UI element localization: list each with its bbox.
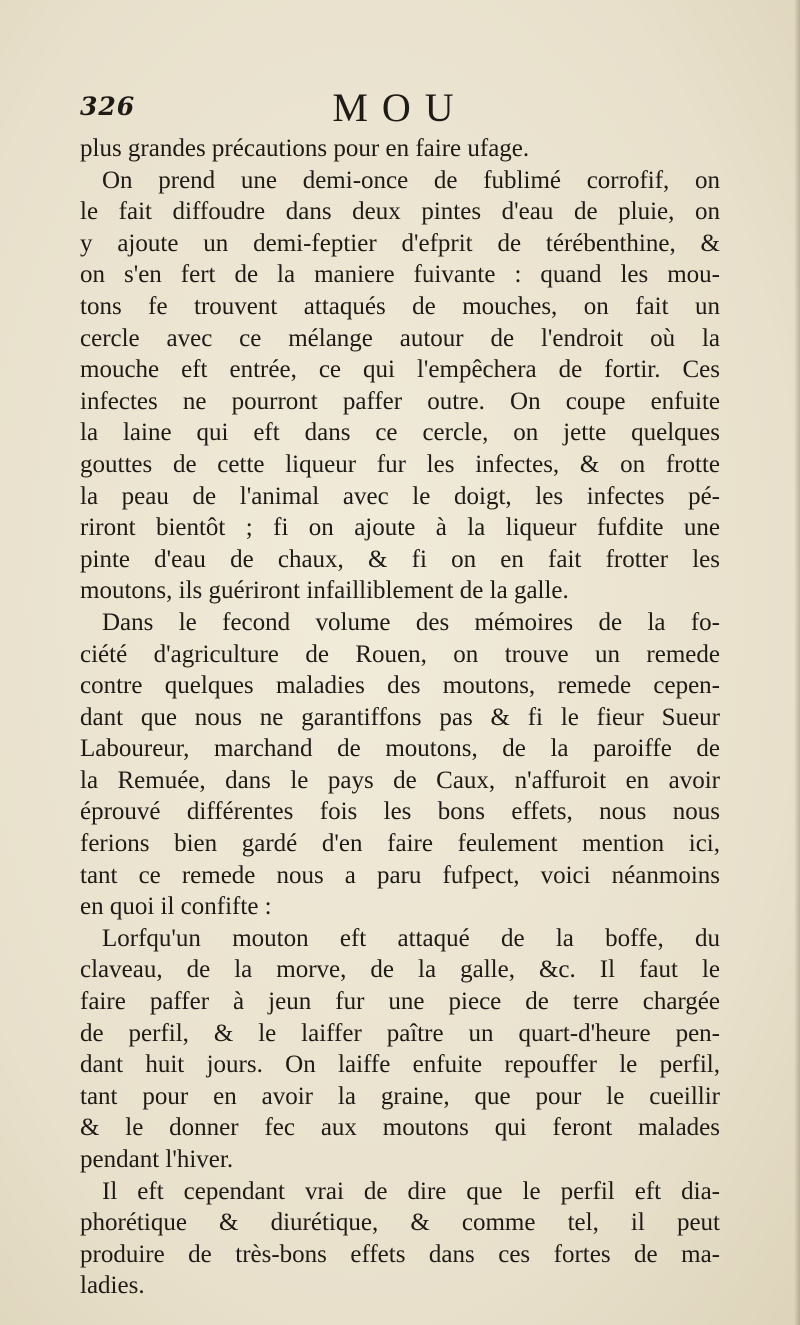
text-line: ladies. <box>80 1272 145 1300</box>
text-line: ferions bien gardé d'en faire feulement mention ici, <box>80 830 720 858</box>
text-line: moutons, ils guériront infailliblement de la galle. <box>80 577 569 605</box>
text-line: éprouvé différentes fois les bons effets, nous nous <box>80 798 720 826</box>
text-line: infectes ne pourront paffer outre. On coupe enfuite <box>80 387 720 415</box>
text-line: Laboureur, marchand de moutons, de la paroiffe de <box>80 735 720 763</box>
text-line: claveau, de la morve, de la galle, &c. Il faut le <box>80 956 720 984</box>
text-line: le fait diffoudre dans deux pintes d'eau de pluie, on <box>80 198 720 226</box>
text-line: de perfil, & le laiffer paître un quart-d'heure pen- <box>80 1019 720 1047</box>
text-line: On prend une demi-once de fublimé corrofif, on <box>102 166 720 194</box>
text-line: dant huit jours. On laiffe enfuite repouffer le perfil, <box>80 1051 720 1079</box>
text-line: Lorfqu'un mouton eft attaqué de la boffe, du <box>102 924 720 952</box>
text-line: plus grandes précautions pour en faire ufage. <box>80 135 530 162</box>
text-line: & le donner fec aux moutons qui feront malades <box>80 1114 720 1142</box>
text-line: mouche eft entrée, ce qui l'empêchera de fortir. Ces <box>80 356 720 384</box>
text-line: produire de très-bons effets dans ces fortes de ma- <box>80 1240 720 1268</box>
paragraph <box>80 1176 720 1302</box>
text-line: tant ce remede nous a paru fufpect, voici néanmoins <box>80 861 720 889</box>
running-head: MOU <box>332 85 468 130</box>
text-line: la laine qui eft dans ce cercle, on jette quelques <box>80 419 720 447</box>
text-line: la Remuée, dans le pays de Caux, n'affuroit en avoir <box>80 766 720 794</box>
text-line: on s'en fert de la maniere fuivante : quand les mou- <box>80 261 720 289</box>
text-line: pinte d'eau de chaux, & fi on en fait frotter les <box>80 545 720 573</box>
text-line: contre quelques maladies des moutons, remede cepen- <box>80 672 720 700</box>
page-edge-shadow <box>794 0 800 1325</box>
paragraph <box>80 607 720 923</box>
text-line: tant pour en avoir la graine, que pour le cueillir <box>80 1082 720 1110</box>
text-line: y ajoute un demi-feptier d'efprit de térébenthine, & <box>80 229 720 257</box>
text-line: en quoi il confifte : <box>80 893 272 921</box>
page-header <box>80 85 720 132</box>
text-line: Dans le fecond volume des mémoires de la fo- <box>102 608 720 636</box>
text-line: phorétique & diurétique, & comme tel, il peut <box>80 1209 720 1237</box>
text-line: tons fe trouvent attaqués de mouches, on fait un <box>80 292 720 320</box>
text-line: Il eft cependant vrai de dire que le perfil eft dia- <box>102 1177 720 1205</box>
paragraph <box>80 165 720 607</box>
text-line: cercle avec ce mélange autour de l'endroit où la <box>80 324 720 352</box>
paragraph <box>80 133 720 165</box>
text-line: gouttes de cette liqueur fur les infectes, & on frotte <box>80 450 720 478</box>
text-line: ciété d'agriculture de Rouen, on trouve un remede <box>80 640 720 668</box>
text-line: pendant l'hiver. <box>80 1146 234 1173</box>
text-line: la peau de l'animal avec le doigt, les infectes pé- <box>80 482 720 510</box>
text-line: faire paffer à jeun fur une piece de terre chargée <box>80 988 720 1016</box>
paragraph <box>80 923 720 1176</box>
text-line: riront bientôt ; fi on ajoute à la liqueur fufdite une <box>80 514 720 542</box>
body-text <box>80 133 720 1302</box>
page-number: 326 <box>80 92 136 121</box>
text-line: dant que nous ne garantiffons pas & fi le fieur Sueur <box>80 703 720 731</box>
